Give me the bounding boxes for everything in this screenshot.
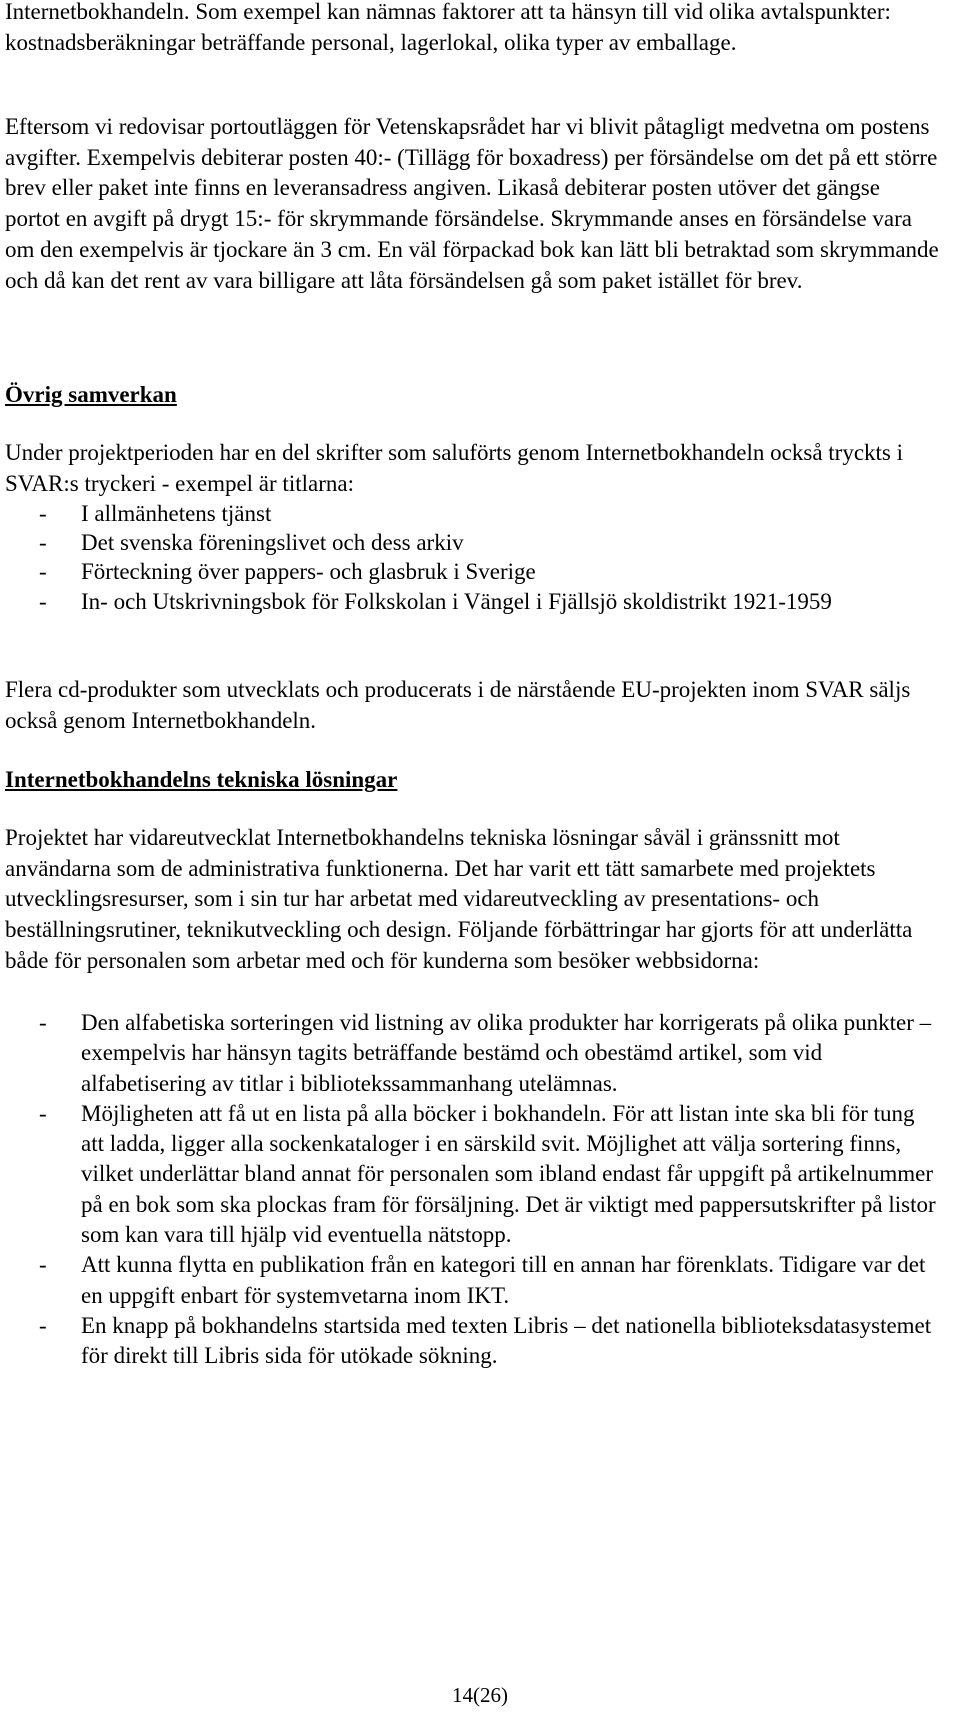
improvement-text: Möjligheten att få ut en lista på alla böcker i bokhandeln. För att listan inte ska bli för tung att ladda, ligger alla sockenkataloger i en särskild svit. Möjlighet att välja sortering finns, vilket underlättar bland annat för personalen som ibland endast får uppgift på artikelnummer på en bok som ska plockas fram för försäljning. Det är viktigt med pappersutskrifter på listor som kan vara till hjälp vid eventuella nätstopp. <box>81 1100 936 1248</box>
list-item <box>5 1008 940 1099</box>
title-text: Förteckning över pappers- och glasbruk i Sverige <box>81 559 536 585</box>
improvement-text: Att kunna flytta en publikation från en kategori till en annan har förenklats. Tidigare var det en uppgift enbart för systemvetarna inom IKT. <box>81 1252 926 1308</box>
technical-heading: Internetbokhandelns tekniska lösningar <box>5 767 398 792</box>
postage-paragraph: Eftersom vi redovisar portoutläggen för Vetenskapsrådet har vi blivit påtagligt medvetna om postens avgifter. Exempelvis debiterar posten 40:- (Tillägg för boxadress) per försändelse om det på ett större brev eller paket inte finns en leveransadress angiven. Likaså debiterar posten utöver det gängse portot en avgift på drygt 15:- för skrymmande försändelse. Skrymmande anses en försändelse vara om den exempelvis är tjockare än 3 cm. En väl förpackad bok kan lätt bli betraktad som skrymmande och då kan det rent av vara billigare att låta försändelsen gå som paket istället för brev. <box>5 114 939 293</box>
improvement-text: En knapp på bokhandelns startsida med texten Libris – det nationella biblioteksdatasystemet för direkt till Libris sida för utökade sökning. <box>81 1312 932 1369</box>
improvements-list <box>5 1008 940 1372</box>
dash-bullet: - <box>39 588 47 614</box>
dash-bullet: - <box>39 1252 47 1278</box>
dash-bullet: - <box>39 501 47 526</box>
dash-bullet: - <box>39 1100 47 1126</box>
title-text: I allmänhetens tjänst <box>81 501 272 526</box>
intro-paragraph: Internetbokhandeln. Som exempel kan nämnas faktorer att ta hänsyn till vid olika avtalspunkter: kostnadsberäkningar beträffande personal, lagerlokal, olika typer av emballage. <box>5 0 891 55</box>
list-item <box>5 587 940 616</box>
title-text: Det svenska föreningslivet och dess arkiv <box>81 530 464 556</box>
technical-intro: Projektet har vidareutvecklat Internetbokhandelns tekniska lösningar såväl i gränssnitt mot användarna som de administrativa funktionerna. Det har varit ett tätt samarbete med projektets utvecklingsresurser, som i sin tur har arbetat med vidareutveckling av presentations- och beställningsrutiner, teknikutveckling och design. Följande förbättringar har gjorts för att underlätta både för personalen som arbetar med och för kunderna som besöker webbsidorna: <box>5 825 913 973</box>
list-item <box>5 1099 940 1250</box>
dash-bullet: - <box>39 1312 47 1338</box>
printed-titles-list <box>5 499 940 616</box>
list-item <box>5 528 940 557</box>
list-item <box>5 557 940 586</box>
dash-bullet: - <box>39 1010 47 1035</box>
cooperation-intro: Under projektperioden har en del skrifter som saluförts genom Internetbokhandeln också tryckts i SVAR:s tryckeri - exempel är titlarna: <box>5 440 904 496</box>
dash-bullet: - <box>39 559 47 585</box>
list-item <box>5 1250 940 1311</box>
cooperation-heading: Övrig samverkan <box>5 382 177 407</box>
improvement-text: Den alfabetiska sorteringen vid listning av olika produkter har korrigerats på olika punkter – exempelvis har hänsyn tagits beträffande bestämd och obestämd artikel, som vid alfabetisering av titlar i bibliotekssammanhang utelämnas. <box>81 1010 932 1096</box>
page-number: 14(26) <box>452 1683 508 1707</box>
list-item <box>5 499 940 528</box>
cooperation-closing: Flera cd-produkter som utvecklats och producerats i de närstående EU-projekten inom SVAR säljs också genom Internetbokhandeln. <box>5 677 911 733</box>
dash-bullet: - <box>39 530 47 556</box>
list-item <box>5 1311 940 1372</box>
title-text: In- och Utskrivningsbok för Folkskolan i Vängel i Fjällsjö skoldistrikt 1921-1959 <box>81 588 832 614</box>
